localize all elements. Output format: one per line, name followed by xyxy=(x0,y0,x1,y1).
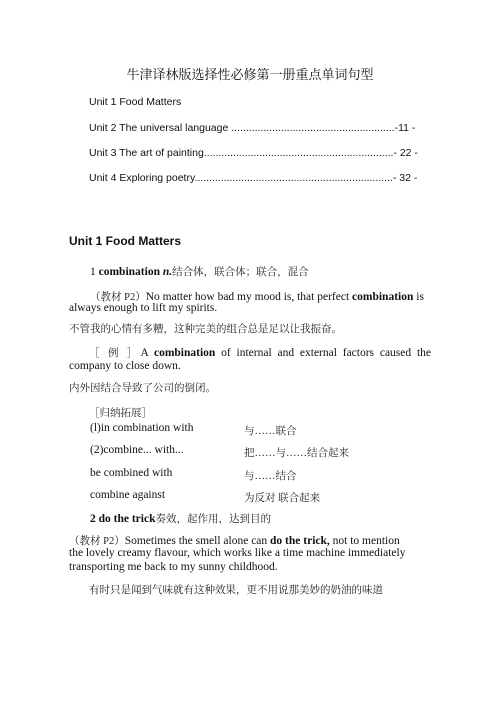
toc-page-number: -11 - xyxy=(394,122,416,134)
example-sentence-1-line-2: always enough to lift my spirits. xyxy=(69,302,218,314)
toc-label: Unit 2 The universal language xyxy=(89,122,232,134)
summary-row-cn: 与……联合 xyxy=(244,426,297,437)
entry-meaning: 奏效，起作用，达到目的 xyxy=(155,514,271,525)
toc-page-number: - 32 - xyxy=(392,172,418,184)
summary-row-cn: 与……结合 xyxy=(244,471,297,482)
entry-word: combination xyxy=(98,266,160,278)
toc-leader-dots: .................................................................... xyxy=(194,172,393,184)
example-keyword: do the trick, xyxy=(270,535,330,547)
example-source: （教材 P2） xyxy=(90,292,146,303)
example-sentence-3: （教材 P2）Sometimes the smell alone can do the trick, not to mention xyxy=(69,535,400,547)
document-title: 牛津译林版选择性必修第一册重点单词句型 xyxy=(126,67,374,82)
example-source: （教材 P2） xyxy=(69,536,125,547)
toc-label: Unit 3 The art of painting xyxy=(89,147,204,159)
toc-leader-dots: ........................................................ xyxy=(231,122,395,134)
summary-row-en: (2)combine... with... xyxy=(90,444,184,456)
toc-label: Unit 1 Food Matters xyxy=(89,96,182,108)
summary-row-cn: 把……与……结合起来 xyxy=(244,448,349,459)
example-translation-3: 有时只是闻到气味就有这种效果，更不用说那美妙的奶油的味道 xyxy=(89,585,383,596)
example-keyword: combination xyxy=(153,347,216,359)
example-keyword: combination xyxy=(352,291,414,303)
example-translation-2: 内外因结合导致了公司的倒闭。 xyxy=(69,383,216,394)
entry-number: 2 xyxy=(90,513,99,525)
example-translation-1: 不管我的心情有多糟，这种完美的组合总是足以让我振奋。 xyxy=(69,324,342,335)
toc-label: Unit 4 Exploring poetry xyxy=(89,172,195,184)
example-sentence-2: ［ 例 ］A combination of internal and external factors caused the xyxy=(89,347,432,359)
toc-item-unit-2[interactable] xyxy=(89,122,415,134)
entry-phrase: do the trick xyxy=(98,513,156,525)
toc-item-unit-3[interactable] xyxy=(89,147,418,159)
toc-item-unit-1[interactable] xyxy=(89,96,181,108)
summary-row-en: be combined with xyxy=(90,467,173,479)
toc-leader-dots: ................................................................. xyxy=(203,147,394,159)
summary-row-cn: 为反对 联合起来 xyxy=(244,493,321,504)
example-sentence-1: （教材 P2）No matter how bad my mood is, that perfect combination is xyxy=(90,291,424,303)
summary-tag: ［归纳拓展］ xyxy=(89,408,152,419)
summary-row-en: combine against xyxy=(90,489,166,501)
entry-meaning: 结合体，联合体；联合，混合 xyxy=(172,267,309,278)
entry-number: 1 xyxy=(90,266,99,278)
vocab-entry-combination xyxy=(90,264,309,279)
vocab-entry-do-the-trick xyxy=(90,511,271,526)
entry-pos: n. xyxy=(159,266,173,278)
example-sentence-3-line-3: transporting me back to my sunny childhood. xyxy=(69,561,278,573)
example-tag: ［ 例 ］ xyxy=(89,348,141,359)
example-sentence-3-line-2: the lovely creamy flavour, which works like a time machine immediately xyxy=(69,547,406,559)
toc-page-number: - 22 - xyxy=(393,147,418,159)
toc-item-unit-4[interactable] xyxy=(89,172,417,184)
example-sentence-2-line-2: company to close down. xyxy=(69,360,181,372)
summary-row-en: (l)in combination with xyxy=(90,422,194,434)
section-heading: Unit 1 Food Matters xyxy=(69,234,182,248)
